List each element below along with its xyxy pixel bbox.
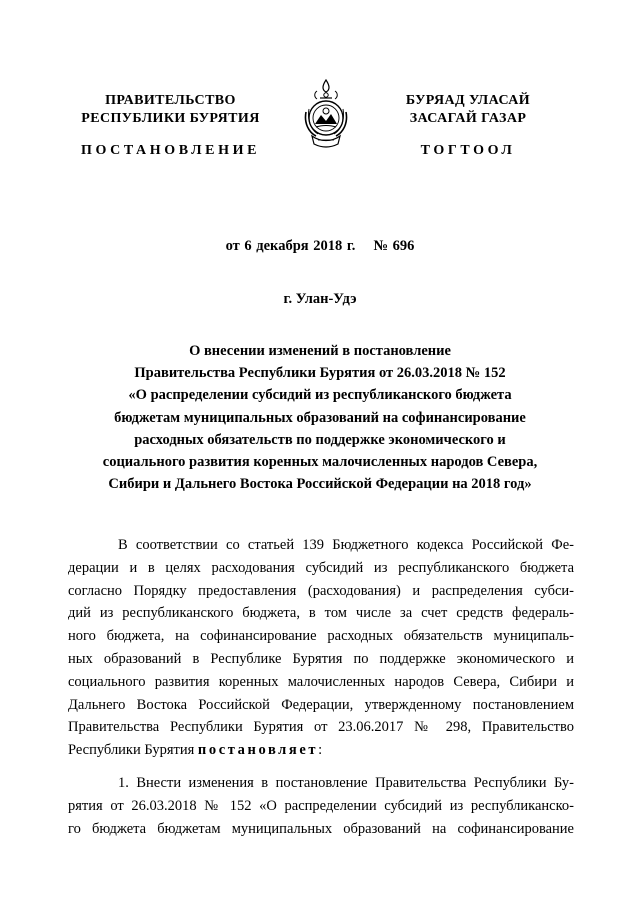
body-paragraph-2 (68, 772, 574, 840)
body-line: дий из республиканского бюджета, в том числе за счет средств федераль- (68, 605, 574, 622)
body-line: В соответствии со статьей 139 Бюджетного кодекса Российской Фе- (118, 537, 574, 553)
coat-of-arms-icon (300, 78, 352, 150)
document-city: г. Улан-Удэ (283, 291, 357, 307)
title-line: «О распределении субсидий из республиканского бюджета (128, 387, 512, 404)
body-paragraph-1 (68, 534, 574, 762)
body-line: согласно Порядку предоставления (расходования) и распределения субси- (68, 582, 574, 599)
header-right-org (378, 92, 558, 128)
doc-type-buryat: ТОГТООЛ (420, 143, 516, 158)
body-line: дерации и в целях расходования субсидий из республиканского бюджета (68, 559, 574, 576)
title-line: бюджетам муниципальных образований на софинансирование (114, 409, 526, 426)
body-line: 1. Внести изменения в постановление Правительства Республики Бу- (118, 775, 574, 791)
doc-type-russian: ПОСТАНОВЛЕНИЕ (80, 143, 261, 158)
document-date: от 6 декабря 2018 г. (225, 238, 356, 254)
header-right-org-line-2: ЗАСАГАЙ ГАЗАР (409, 111, 527, 126)
body-line: го бюджета бюджетам муниципальных образований на софинансирование (68, 820, 574, 837)
title-line: социального развития коренных малочисленных народов Севера, (102, 454, 538, 471)
title-line: О внесении изменений в постановление (189, 343, 451, 359)
body-line: ного бюджета, на софинансирование расходных обязательств муниципаль- (68, 628, 574, 645)
title-line: расходных обязательств по поддержке экономического и (134, 431, 506, 448)
body-line: Правительства Республики Бурятия от 23.06.2017 № 298, Правительство (68, 719, 574, 736)
date-number-line (0, 238, 640, 255)
body-line: рятия от 26.03.2018 № 152 «О распределении субсидий из республиканско- (68, 797, 574, 814)
body-line-suffix: : (318, 742, 323, 759)
header-left-org-line-2: РЕСПУБЛИКИ БУРЯТИЯ (81, 111, 260, 126)
document-number: № 696 (373, 238, 415, 254)
body-line: социального развития коренных малочисленных народов Севера, Сибири и (68, 673, 574, 690)
header-left-org-line-1: ПРАВИТЕЛЬСТВО (105, 93, 236, 108)
body-line-last (68, 739, 574, 762)
header-right-org-line-1: БУРЯАД УЛАСАЙ (405, 93, 531, 108)
resolution-keyword: постановляет (197, 742, 319, 759)
header-left-org (58, 92, 283, 128)
body-line: Дальнего Востока Российской Федерации, утвержденному постановлением (68, 696, 574, 713)
document-title (70, 340, 570, 495)
title-line: Сибири и Дальнего Востока Российской Федерации на 2018 год» (108, 476, 532, 493)
title-line: Правительства Республики Бурятия от 26.03.2018 № 152 (134, 365, 506, 382)
body-line: ных образований в Республике Бурятия по поддержке экономического и (68, 650, 574, 667)
body-line-prefix: Республики Бурятия (68, 742, 198, 759)
